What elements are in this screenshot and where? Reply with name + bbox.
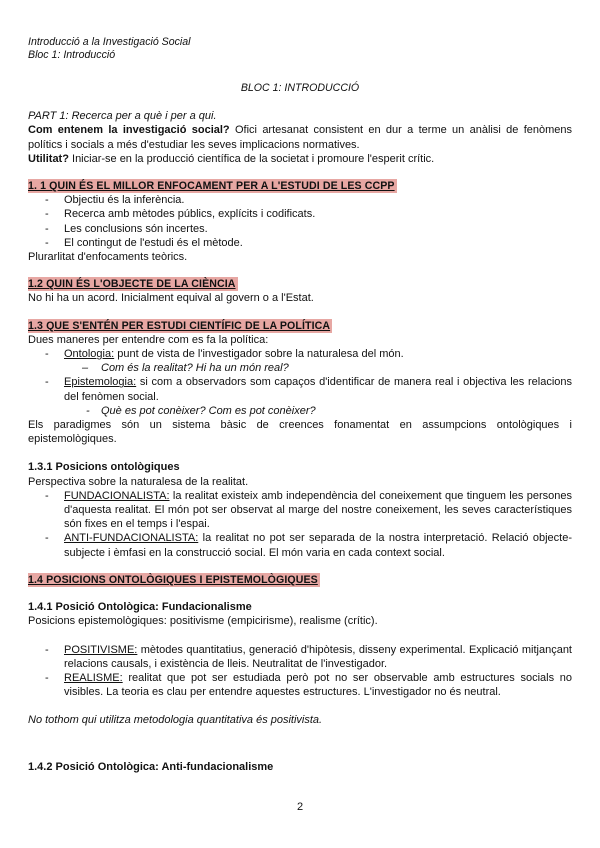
list-item: - El contingut de l'estudi és el mètode. — [28, 236, 572, 250]
section-1-1-list — [28, 193, 572, 250]
realisme-text: realitat que pot ser estudiada però pot no ser observable amb estructures socials no visibles. La teoria es clau per entendre aquestes estructures. L'investigador no és neutral. — [64, 671, 572, 699]
section-1-3-1-title: 1.3.1 Posicions ontològiques — [28, 461, 180, 474]
positivisme-term: POSITIVISME: — [64, 643, 138, 656]
section-1-3-list — [28, 347, 572, 418]
section-1-4-1-title: 1.4.1 Posició Ontològica: Fundacionalisme — [28, 601, 252, 614]
part-1-title: PART 1: Recerca per a què i per a qui. — [28, 110, 217, 123]
ontology-term: Ontologia: — [64, 348, 115, 361]
section-1-2-title: 1.2 QUIN ÉS L'OBJECTE DE LA CIÈNCIA — [28, 278, 236, 291]
section-1-4-1-intro: Posicions epistemològiques: positivisme (empicirisme), realisme (crític). — [28, 615, 378, 628]
ontology-text: punt de vista de l'investigador sobre la naturalesa del món. — [114, 348, 404, 361]
intro-question-1-text: Ofici artesanat consistent en dur a terme un anàlisi de fenòmens polítics i socials a més d'estudiar les seves implicacions normatives. — [28, 124, 572, 151]
section-1-3-intro: Dues maneres per entendre com es fa la política: — [28, 333, 269, 346]
ontology-item — [28, 347, 572, 361]
epistemology-text: si com a observadors som capaços d'identificar de manera real i objectiva les relacions del fenòmen social. — [64, 376, 572, 403]
fundacionalista-text: la realitat existeix amb independència del coneixement que tinguem les persones d'aquesta realitat. El món pot ser observat al marge del nostre coneixement, les seves característiques són fixes en el temps i l'espai. — [64, 489, 572, 531]
section-1-4-2-title: 1.4.2 Posició Ontològica: Anti-fundacionalisme — [28, 760, 274, 773]
fundacionalista-item — [28, 489, 572, 532]
bloc-title: BLOC 1: INTRODUCCIÓ — [240, 82, 360, 94]
list-item: - Recerca amb mètodes públics, explícits i codificats. — [28, 207, 572, 221]
epistemology-item — [28, 375, 572, 403]
section-1-4-1-note: No tothom qui utilitza metodologia quantitativa és positivista. — [28, 714, 323, 727]
document-page — [28, 36, 572, 774]
section-1-4-title: 1.4 POSICIONS ONTOLÒGIQUES I EPISTEMOLÒGIQUES — [28, 573, 318, 586]
list-item: - Objectiu és la inferència. — [28, 193, 572, 207]
intro-question-1-label: Com entenem la investigació social? — [28, 124, 230, 137]
section-1-3-after: Els paradigmes són un sistema bàsic de creences fonamentat en assumpcions ontològiques i epistemològiques. — [28, 419, 572, 446]
section-1-1-title: 1. 1 QUIN ÉS EL MILLOR ENFOCAMENT PER A L'ESTUDI DE LES CCPP — [28, 180, 395, 193]
anti-fundacionalista-item — [28, 531, 572, 559]
intro-question-2-label: Utilitat? — [28, 152, 69, 165]
list-item: - Les conclusions són incertes. — [28, 222, 572, 236]
realisme-term: REALISME: — [64, 671, 123, 684]
positivisme-item — [28, 643, 572, 671]
fundacionalista-term: FUNDACIONALISTA: — [64, 489, 170, 502]
epistemology-term: Epistemologia: — [64, 376, 137, 389]
ontology-question: – Com és la realitat? Hi ha un món real? — [28, 361, 572, 375]
section-1-3-title: 1.3 QUE S'ENTÉN PER ESTUDI CIENTÍFIC DE LA POLÍTICA — [28, 319, 331, 332]
header-line-1: Introducció a la Investigació Social — [28, 36, 191, 48]
section-1-4-1-list — [28, 643, 572, 700]
anti-fundacionalista-text: la realitat no pot ser separada de la nostra interpretació. Relació objecte-subjecte i èmfasi en la construcció social. El món varia en cada context social. — [64, 532, 572, 559]
intro-question-1 — [28, 123, 572, 151]
section-1-3-1-intro: Perspectiva sobre la naturalesa de la realitat. — [28, 475, 249, 488]
realisme-item — [28, 671, 572, 699]
intro-question-2-text: Iniciar-se en la producció científica de la societat i promoure l'esperit crític. — [68, 152, 435, 165]
epistemology-question: - Què es pot conèixer? Com es pot conèixer? — [28, 404, 572, 418]
header-line-2: Bloc 1: Introducció — [28, 49, 116, 61]
anti-fundacionalista-term: ANTI-FUNDACIONALISTA: — [64, 532, 199, 545]
page-number: 2 — [296, 801, 304, 813]
intro-question-2 — [28, 152, 572, 166]
section-1-3-1-list — [28, 489, 572, 560]
section-1-1-after: Plurarlitat d'enfocaments teòrics. — [28, 251, 188, 264]
section-1-2-text: No hi ha un acord. Inicialment equival al govern o a l'Estat. — [28, 292, 314, 305]
positivisme-text: mètodes quantitatius, generació d'hipòtesis, disseny experimental. Explicació mitjançant relacions causals, i existència de lleis. Neutralitat de l'investigador. — [64, 643, 572, 670]
